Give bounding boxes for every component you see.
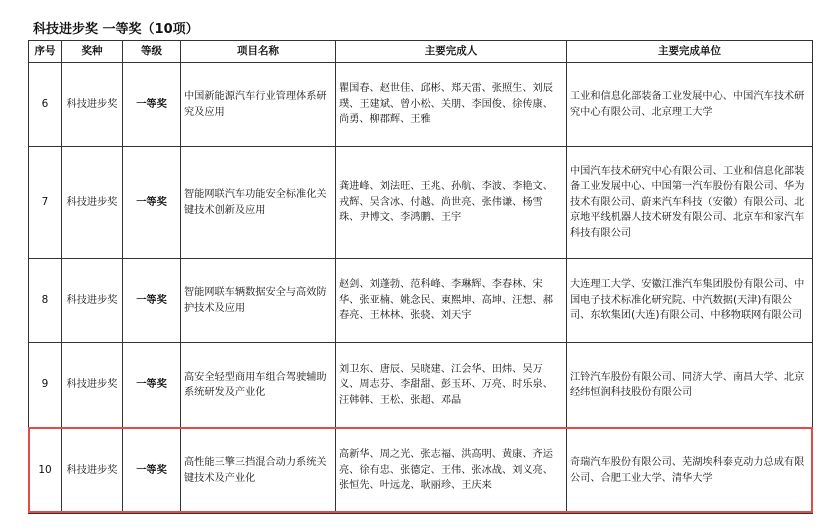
- table-row: [29, 343, 813, 428]
- row-seq: 8: [29, 259, 62, 343]
- header-seq: 序号: [29, 41, 62, 63]
- awards-table: [28, 40, 813, 514]
- header-award: 奖种: [62, 41, 123, 63]
- row-seq: 7: [29, 147, 62, 259]
- row-units: 大连理工大学、安徽江淮汽车集团股份有限公司、中国电子技术标准化研究院、中汽数据(天津)有限公司、东软集团(大连)有限公司、中移物联网有限公司: [567, 259, 813, 343]
- row-level: 一等奖: [123, 343, 181, 428]
- row-project: 高安全轻型商用车组合驾驶辅助系统研发及产业化: [181, 343, 336, 428]
- row-units: 江铃汽车股份有限公司、同济大学、南昌大学、北京经纬恒润科技股份有限公司: [567, 343, 813, 428]
- table-row: [29, 63, 813, 147]
- table-row: [29, 259, 813, 343]
- row-seq: 9: [29, 343, 62, 428]
- row-units: 工业和信息化部装备工业发展中心、中国汽车技术研究中心有限公司、北京理工大学: [567, 63, 813, 147]
- row-people: 龚进峰、刘法旺、王兆、孙航、李波、李艳文、戎辉、吴含冰、付越、尚世亮、张伟谦、杨雪珠、尹博文、李鸿鹏、王宇: [336, 147, 567, 259]
- page-title: 科技进步奖 一等奖（10项）: [33, 22, 199, 37]
- row-level: 一等奖: [123, 259, 181, 343]
- row-people: 瞿国春、赵世佳、邱彬、郑天雷、张照生、刘辰璞、王建斌、曾小松、关朋、李国俊、徐传康、尚勇、柳郡辉、王雅: [336, 63, 567, 147]
- row-level: 一等奖: [123, 428, 181, 514]
- row-award: 科技进步奖: [62, 428, 123, 514]
- table-row: [29, 147, 813, 259]
- row-seq: 6: [29, 63, 62, 147]
- row-award: 科技进步奖: [62, 259, 123, 343]
- row-level: 一等奖: [123, 147, 181, 259]
- row-seq: 10: [29, 428, 62, 514]
- row-award: 科技进步奖: [62, 147, 123, 259]
- row-people: 刘卫东、唐辰、吴晓建、江会华、田炜、吴万义、周志芬、李甜甜、彭玉环、万亮、时乐泉、汪韩韩、王松、张超、邓晶: [336, 343, 567, 428]
- row-units: 奇瑞汽车股份有限公司、芜湖埃科泰克动力总成有限公司、合肥工业大学、清华大学: [567, 428, 813, 514]
- table-header-row: [29, 41, 813, 63]
- row-award: 科技进步奖: [62, 63, 123, 147]
- row-project: 智能网联车辆数据安全与高效防护技术及应用: [181, 259, 336, 343]
- row-level: 一等奖: [123, 63, 181, 147]
- row-units: 中国汽车技术研究中心有限公司、工业和信息化部装备工业发展中心、中国第一汽车股份有限公司、华为技术有限公司、蔚来汽车科技（安徽）有限公司、北京地平线机器人技术研发有限公司、北京车和家汽车科技有限公司: [567, 147, 813, 259]
- header-level: 等级: [123, 41, 181, 63]
- row-project: 中国新能源汽车行业管理体系研究及应用: [181, 63, 336, 147]
- table-row: [29, 428, 813, 514]
- row-project: 智能网联汽车功能安全标准化关键技术创新及应用: [181, 147, 336, 259]
- header-project: 项目名称: [181, 41, 336, 63]
- header-people: 主要完成人: [336, 41, 567, 63]
- row-project: 高性能三擎三挡混合动力系统关键技术及产业化: [181, 428, 336, 514]
- row-award: 科技进步奖: [62, 343, 123, 428]
- row-people: 高新华、周之光、张志福、洪高明、黄康、齐运亮、徐有忠、张德定、王伟、张冰战、刘义亮、张恒先、叶远龙、耿丽珍、王庆来: [336, 428, 567, 514]
- row-people: 赵剑、刘蓬勃、范科峰、李琳辉、李春林、宋华、张亚楠、姚念民、東熙坤、高坤、汪想、郝春亮、王林林、张骁、刘天宇: [336, 259, 567, 343]
- header-units: 主要完成单位: [567, 41, 813, 63]
